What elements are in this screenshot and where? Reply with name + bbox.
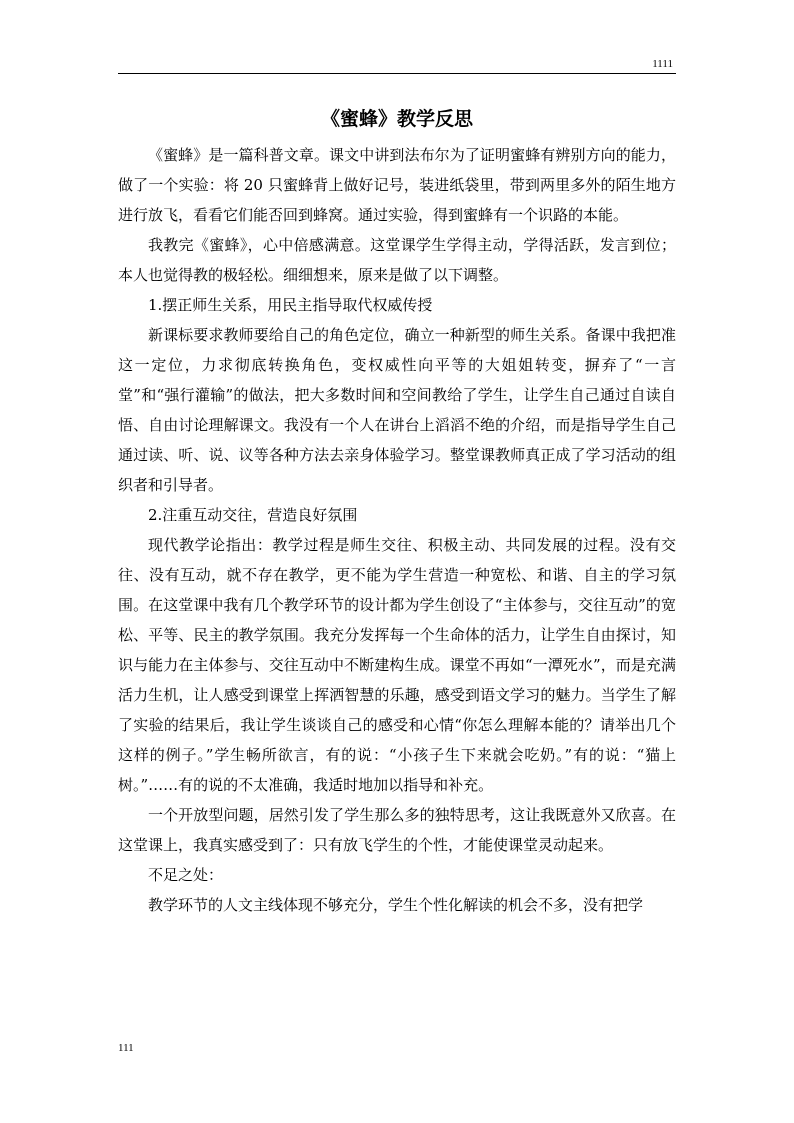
header-page-code: 1111	[652, 58, 673, 70]
document-body	[118, 140, 676, 920]
paragraph-shortcomings-heading: 不足之处：	[148, 866, 224, 884]
paragraph-intro: 《蜜蜂》是一篇科普文章。课文中讲到法布尔为了证明蜜蜂有辨别方向的能力，做了一个实验：将 20 只蜜蜂背上做好记号，装进纸袋里，带到两里多外的陌生地方进行放飞，看看它们能否回到蜂窝。通过实验，得到蜜蜂有一个识路的本能。	[118, 146, 676, 224]
footer-page-code: 111	[118, 1042, 134, 1054]
document-title: 《蜜蜂》教学反思	[320, 108, 473, 130]
paragraph-summary: 我教完《蜜蜂》，心中倍感满意。这堂课学生学得主动，学得活跃，发言到位；本人也觉得教的极轻松。细细想来，原来是做了以下调整。	[118, 236, 676, 284]
paragraph-section-2: 现代教学论指出：教学过程是师生交往、积极主动、共同发展的过程。没有交往、没有互动，就不存在教学，更不能为学生营造一种宽松、和谐、自主的学习氛围。在这堂课中我有几个教学环节的设计都为学生创设了“主体参与，交往互动”的宽松、平等、民主的教学氛围。我充分发挥每一个生命体的活力，让学生自由探讨，知识与能力在主体参与、交往互动中不断建构生成。课堂不再如“一潭死水”，而是充满活力生机，让人感受到课堂上挥洒智慧的乐趣，感受到语文学习的魅力。当学生了解了实验的结果后，我让学生谈谈自己的感受和心情“你怎么理解本能的？请举出几个这样的例子。”学生畅所欲言，有的说：“小孩子生下来就会吃奶。”有的说：“猫上树。”……有的说的不太准确，我适时地加以指导和补充。	[118, 536, 676, 794]
section-heading-1: 1.摆正师生关系，用民主指导取代权威传授	[148, 296, 433, 314]
paragraph-shortcomings: 教学环节的人文主线体现不够充分，学生个性化解读的机会不多，没有把学	[148, 896, 644, 914]
header-divider	[118, 73, 676, 74]
section-heading-2: 2.注重互动交往，营造良好氛围	[148, 506, 358, 524]
paragraph-section-1: 新课标要求教师要给自己的角色定位，确立一种新型的师生关系。备课中我把准这一定位，力求彻底转换角色，变权威性向平等的大姐姐转变，摒弃了“一言堂”和“强行灌输”的做法，把大多数时间和空间教给了学生，让学生自己通过自读自悟、自由讨论理解课文。我没有一个人在讲台上滔滔不绝的介绍，而是指导学生自己通过读、听、说、议等各种方法去亲身体验学习。整堂课教师真正成了学习活动的组织者和引导者。	[118, 326, 676, 494]
paragraph-reflection: 一个开放型问题，居然引发了学生那么多的独特思考，这让我既意外又欣喜。在这堂课上，我真实感受到了：只有放飞学生的个性，才能使课堂灵动起来。	[118, 806, 676, 854]
